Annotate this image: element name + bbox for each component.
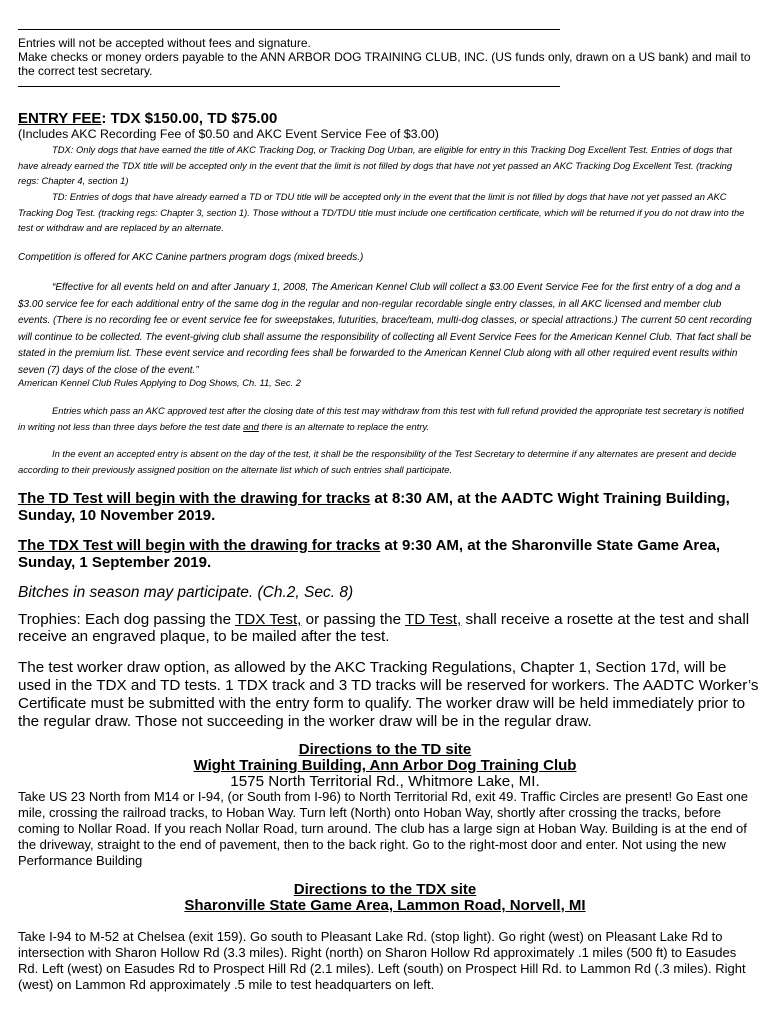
bitches-in-season-note: Bitches in season may participate. (Ch.2, Sec. 8) xyxy=(18,584,354,601)
alternate-policy: In the event an accepted entry is absent on the day of the test, it shall be the responsibility of the Test Secretary to determine if any alternates are present and decide according to their previously assigned position on the alternate list which of such entries shall participate. xyxy=(18,448,737,475)
entry-fee-includes: (Includes AKC Recording Fee of $0.50 and AKC Event Service Fee of $3.00) xyxy=(18,127,439,141)
akc-rules-reference: American Kennel Club Rules Applying to Dog Shows, Ch. 11, Sec. 2 xyxy=(18,377,301,388)
td-site-location: Wight Training Building, Ann Arbor Dog Training Club xyxy=(193,757,577,774)
withdrawal-text-after: there is an alternate to replace the entry. xyxy=(258,420,430,432)
worker-draw-paragraph: The test worker draw option, as allowed by the AKC Tracking Regulations, Chapter 1, Section 17d, will be used in the TDX and TD tests. 1 TDX track and 3 TD tracks will be reserved for workers. The AADTC Worker’s Certificate must be submitted with the entry form to qualify. The worker draw will be held immediately prior to the regular draw. Those not succeeding in the worker draw will be in the regular draw. xyxy=(18,659,759,730)
tdx-test-schedule xyxy=(18,537,758,571)
trophies-tdx-test: TDX Test, xyxy=(235,611,302,628)
notice-line-2: Make checks or money orders payable to the ANN ARBOR DOG TRAINING CLUB, INC. (US funds only, drawn on a US bank) and mail to the correct test secretary. xyxy=(18,50,751,78)
td-eligibility-note: TD: Entries of dogs that have already earned a TD or TDU title will be accepted only in the event that the limit is not filled by dogs that have not yet passed an AKC Tracking Dog Test. (tracking regs: Chapter 3, section 1). Those without a TD/TDU title must include one certification certificate, which will be returned if you do not draw into the test or withdraw and are replaced by an alternate. xyxy=(18,191,745,233)
withdrawal-policy xyxy=(18,403,752,434)
entry-fee-heading xyxy=(18,110,758,127)
tdx-directions-text: Take I-94 to M-52 at Chelsea (exit 159). Go south to Pleasant Lake Rd. (stop light). Go right (west) on Pleasant Lake Rd to intersection with Sharon Hollow Rd (3.3 miles). Right (north) on Sharon Hollow Rd approximately .1 miles (500 ft) to Easudes Rd. Left (west) on Easudes Rd to Prospect Hill Rd (2.1 miles). Left (south) on Prospect Hill Rd. to Lammon Rd (.3 miles). Right (west) on Lammon Rd approximately .5 mile to test headquarters on left. xyxy=(18,929,746,992)
tdx-directions-heading: Directions to the TDX site xyxy=(293,881,477,898)
withdrawal-text-before: Entries which pass an AKC approved test after the closing date of this test may withdraw from this test with full refund provided the appropriate test secretary is notified in writing not less than three days before the test date xyxy=(18,405,744,432)
td-directions-heading: Directions to the TD site xyxy=(298,741,472,758)
td-test-draw: The TD Test will begin with the drawing for tracks xyxy=(18,490,371,507)
entry-fee-amounts: : TDX $150.00, TD $75.00 xyxy=(101,110,278,127)
withdrawal-and: and xyxy=(243,420,259,432)
entry-fee-section xyxy=(18,110,758,141)
notice-divider xyxy=(18,86,560,87)
trophies-text-3: shall receive a rosette at the test and shall receive an engraved plaque, to be mailed after the test. xyxy=(18,611,750,645)
entry-fee-label: ENTRY FEE xyxy=(18,110,102,127)
tdx-test-draw: The TDX Test will begin with the drawing for tracks xyxy=(18,537,381,554)
tdx-site-location: Sharonville State Game Area, Lammon Road, Norvell, MI xyxy=(184,897,586,914)
akc-fee-quote: “Effective for all events held on and after January 1, 2008, The American Kennel Club will collect a $3.00 Event Service Fee for the first entry of a dog and a $3.00 service fee for each additional entry of the same dog in the regular and non-regular recordable single entry classes, in all AKC licensed and member club events. (There is no recording fee or event service fee for sweepstakes, futurities, brace/team, multi-dog classes, or special attractions.) The current 50 cent recording will continue to be collected. The event-giving club shall assume the responsibility of collecting all Event Service Fees for the American Kennel Club. That fact shall be stated in the premium list. These event service and recording fees shall be forwarded to the American Kennel Club along with all other required event results within seven (7) days of the close of the event.” xyxy=(18,282,752,376)
trophies-text-1: Trophies: Each dog passing the xyxy=(18,611,235,628)
trophies-paragraph xyxy=(18,611,758,645)
competition-note: Competition is offered for AKC Canine partners program dogs (mixed breeds.) xyxy=(18,252,364,263)
trophies-text-2: or passing the xyxy=(301,611,405,628)
td-directions-text: Take US 23 North from M14 or I-94, (or South from I-96) to North Territorial Rd, exit 49. Traffic Circles are present! Go East one mile, crossing the railroad tracks, to Hoban Way. Turn left (North) onto Hoban Way, shortly after crossing the tracks, before coming to Nollar Road. If you reach Nollar Road, turn around. The club has a large sign at Hoban Way. Building is at the end of the driveway, straight to the end of pavement, then to the back right. Go to the right-most door and enter. Not using the new Performance Building xyxy=(18,789,748,868)
tdx-eligibility-note: TDX: Only dogs that have earned the title of AKC Tracking Dog, or Tracking Dog Urban, are eligible for entry in this Tracking Dog Excellent Test. Entries of dogs that have already earned the TDX title will be accepted only in the event that the limit is not filled by dogs that have not yet passed an AKC Tracking Dog Excellent Test. (tracking regs: Chapter 4, section 1) xyxy=(18,144,733,186)
notice-line-1: Entries will not be accepted without fees and signature. xyxy=(18,36,311,50)
td-site-address: 1575 North Territorial Rd., Whitmore Lake, MI. xyxy=(230,773,540,790)
fees-notice xyxy=(18,36,758,78)
td-test-details: at 8:30 AM, at the AADTC Wight Training Building, Sunday, 10 November 2019. xyxy=(18,490,730,524)
top-divider xyxy=(18,29,560,30)
td-test-schedule xyxy=(18,490,758,524)
trophies-td-test: TD Test, xyxy=(404,611,462,628)
tdx-test-details: at 9:30 AM, at the Sharonville State Game Area, Sunday, 1 September 2019. xyxy=(18,537,721,571)
